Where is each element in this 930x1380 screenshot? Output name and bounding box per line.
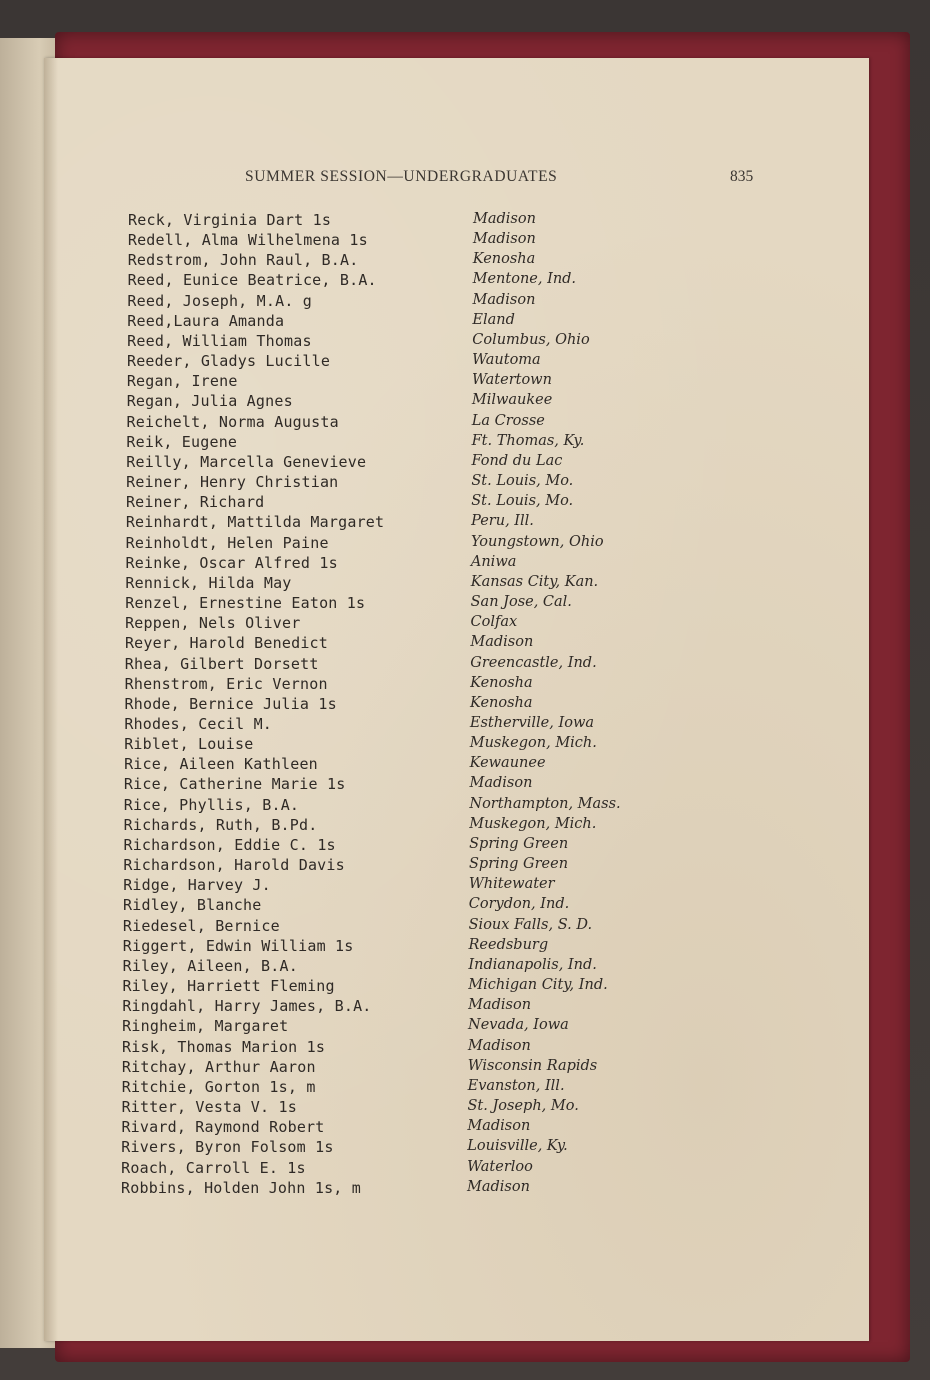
student-name: Reyer, Harold Benedict bbox=[124, 634, 329, 653]
hometown: Ft. Thomas, Ky. bbox=[471, 432, 585, 449]
list-item bbox=[0, 937, 930, 957]
student-name: Renzel, Ernestine Eaton 1s bbox=[125, 594, 366, 613]
student-name: Reik, Eugene bbox=[126, 432, 238, 451]
hometown: Sioux Falls, S. D. bbox=[468, 916, 593, 933]
student-name: Reiner, Henry Christian bbox=[126, 473, 339, 492]
hometown: Louisville, Ky. bbox=[467, 1138, 568, 1155]
list-item bbox=[0, 1159, 930, 1179]
hometown: Whitewater bbox=[468, 876, 555, 893]
student-name: Rice, Catherine Marie 1s bbox=[123, 775, 346, 794]
list-item bbox=[0, 312, 930, 332]
student-name: Rhenstrom, Eric Vernon bbox=[124, 674, 328, 693]
student-name: Rivard, Raymond Robert bbox=[121, 1118, 325, 1137]
student-name: Reed, William Thomas bbox=[127, 331, 312, 350]
list-item bbox=[0, 251, 930, 271]
student-name: Richardson, Eddie C. 1s bbox=[123, 835, 336, 854]
student-name: Redstrom, John Raul, B.A. bbox=[127, 251, 359, 270]
student-name: Rivers, Byron Folsom 1s bbox=[121, 1138, 334, 1157]
student-name: Riley, Harriett Fleming bbox=[122, 977, 335, 996]
student-name: Ritter, Vesta V. 1s bbox=[121, 1098, 297, 1117]
student-name: Ridley, Blanche bbox=[123, 896, 262, 915]
student-name: Ritchay, Arthur Aaron bbox=[121, 1057, 316, 1076]
list-item bbox=[0, 836, 930, 856]
page-number: 835 bbox=[730, 168, 754, 185]
student-name: Redell, Alma Wilhelmena 1s bbox=[127, 231, 368, 250]
hometown: Greencastle, Ind. bbox=[470, 654, 597, 671]
list-item bbox=[0, 493, 930, 513]
hometown: Estherville, Iowa bbox=[469, 715, 594, 731]
list-item bbox=[0, 1058, 930, 1078]
hometown: Fond du Lac bbox=[471, 452, 563, 469]
hometown: Watertown bbox=[472, 372, 552, 389]
list-item bbox=[0, 534, 930, 554]
student-name: Reck, Virginia Dart 1s bbox=[128, 211, 332, 229]
hometown: Northampton, Mass. bbox=[469, 795, 621, 812]
list-item bbox=[0, 735, 930, 755]
hometown: St. Joseph, Mo. bbox=[467, 1098, 579, 1115]
hometown: Wautoma bbox=[472, 352, 541, 369]
list-item bbox=[0, 896, 930, 916]
hometown: Kenosha bbox=[470, 694, 533, 711]
hometown: Madison bbox=[467, 1037, 531, 1054]
hometown: Columbus, Ohio bbox=[472, 331, 590, 348]
list-item bbox=[0, 876, 930, 896]
hometown: Nevada, Iowa bbox=[468, 1017, 569, 1034]
student-name: Roach, Carroll E. 1s bbox=[121, 1158, 306, 1177]
list-item bbox=[0, 271, 930, 291]
hometown: Madison bbox=[468, 997, 532, 1014]
list-item bbox=[0, 231, 930, 251]
student-name: Riggert, Edwin William 1s bbox=[122, 936, 354, 955]
hometown: Colfax bbox=[470, 614, 518, 631]
student-name: Reichelt, Norma Augusta bbox=[126, 412, 339, 431]
list-item bbox=[0, 1017, 930, 1037]
hometown: La Crosse bbox=[471, 412, 545, 429]
hometown: Reedsburg bbox=[468, 936, 549, 953]
student-name: Riedesel, Bernice bbox=[122, 916, 280, 935]
hometown: Aniwa bbox=[470, 553, 517, 570]
hometown: Indianapolis, Ind. bbox=[468, 956, 597, 973]
list-item bbox=[0, 1138, 930, 1158]
hometown: St. Louis, Mo. bbox=[471, 473, 574, 490]
list-item bbox=[0, 513, 930, 533]
list-item bbox=[0, 1098, 930, 1118]
hometown: Muskegon, Mich. bbox=[469, 815, 597, 832]
student-name: Riblet, Louise bbox=[124, 735, 254, 754]
list-item bbox=[0, 755, 930, 775]
student-name: Richardson, Harold Davis bbox=[123, 856, 345, 875]
list-item bbox=[0, 574, 930, 594]
list-item bbox=[0, 816, 930, 836]
student-name: Ritchie, Gorton 1s, m bbox=[121, 1077, 316, 1096]
student-name: Ringheim, Margaret bbox=[122, 1017, 289, 1036]
student-name: Reinke, Oscar Alfred 1s bbox=[125, 553, 338, 572]
student-name: Reeder, Gladys Lucille bbox=[126, 352, 331, 371]
student-name: Rice, Phyllis, B.A. bbox=[123, 795, 300, 814]
student-name: Richards, Ruth, B.Pd. bbox=[123, 815, 318, 834]
student-name: Ridge, Harvey J. bbox=[123, 876, 271, 895]
hometown: Waterloo bbox=[467, 1158, 533, 1175]
student-name: Regan, Irene bbox=[126, 372, 238, 391]
hometown: Eland bbox=[472, 311, 515, 328]
hometown: Spring Green bbox=[469, 835, 569, 852]
list-item bbox=[0, 796, 930, 816]
hometown: Madison bbox=[472, 291, 536, 308]
student-name: Regan, Julia Agnes bbox=[126, 392, 293, 411]
hometown: Madison bbox=[470, 634, 534, 651]
hometown: Michigan City, Ind. bbox=[468, 977, 608, 994]
hometown: San Jose, Cal. bbox=[470, 594, 572, 611]
student-name: Rennick, Hilda May bbox=[125, 573, 292, 592]
list-item bbox=[0, 775, 930, 795]
list-item bbox=[0, 1078, 930, 1098]
list-item bbox=[0, 634, 930, 654]
student-name: Reed, Eunice Beatrice, B.A. bbox=[127, 271, 377, 290]
student-name: Reed,Laura Amanda bbox=[127, 311, 285, 330]
hometown: Spring Green bbox=[469, 856, 569, 873]
list-item bbox=[0, 695, 930, 715]
hometown: Corydon, Ind. bbox=[468, 896, 570, 913]
student-name: Reed, Joseph, M.A. g bbox=[127, 291, 313, 310]
student-name: Risk, Thomas Marion 1s bbox=[122, 1037, 326, 1056]
list-item bbox=[0, 392, 930, 412]
hometown: Madison bbox=[467, 1178, 530, 1195]
list-item bbox=[0, 554, 930, 574]
hometown: Madison bbox=[472, 231, 536, 248]
student-name: Reppen, Nels Oliver bbox=[125, 614, 301, 633]
hometown: Peru, Ill. bbox=[471, 513, 534, 530]
student-name: Reilly, Marcella Genevieve bbox=[126, 452, 367, 471]
hometown: St. Louis, Mo. bbox=[471, 493, 574, 510]
list-item bbox=[0, 1118, 930, 1138]
student-name: Ringdahl, Harry James, B.A. bbox=[122, 997, 372, 1016]
hometown: Madison bbox=[467, 1118, 531, 1135]
hometown: Kenosha bbox=[470, 674, 533, 691]
list-item bbox=[0, 352, 930, 372]
list-item bbox=[0, 614, 930, 634]
list-item bbox=[0, 413, 930, 433]
list-item bbox=[0, 715, 930, 735]
list-item bbox=[0, 453, 930, 473]
student-name: Robbins, Holden John 1s, m bbox=[121, 1178, 361, 1197]
student-name: Rice, Aileen Kathleen bbox=[124, 755, 318, 774]
list-item bbox=[0, 372, 930, 392]
student-name: Reiner, Richard bbox=[125, 493, 265, 512]
list-item bbox=[0, 594, 930, 614]
list-item bbox=[0, 675, 930, 695]
hometown: Kewaunee bbox=[469, 755, 546, 772]
list-item bbox=[0, 997, 930, 1017]
student-name: Rhode, Bernice Julia 1s bbox=[124, 694, 337, 713]
list-item bbox=[0, 655, 930, 675]
hometown: Kenosha bbox=[472, 251, 536, 268]
list-item bbox=[0, 856, 930, 876]
list-item bbox=[0, 473, 930, 493]
hometown: Wisconsin Rapids bbox=[467, 1057, 598, 1074]
list-item bbox=[0, 1038, 930, 1058]
list-item bbox=[0, 211, 930, 231]
list-item bbox=[0, 433, 930, 453]
student-name: Reinhardt, Mattilda Margaret bbox=[125, 513, 385, 532]
list-item bbox=[0, 957, 930, 977]
list-item bbox=[0, 332, 930, 352]
hometown: Kansas City, Kan. bbox=[470, 573, 599, 590]
running-header: SUMMER SESSION—UNDERGRADUATES bbox=[245, 168, 558, 185]
list-item bbox=[0, 977, 930, 997]
student-name: Rhodes, Cecil M. bbox=[124, 715, 273, 733]
hometown: Milwaukee bbox=[471, 392, 553, 409]
list-item bbox=[0, 917, 930, 937]
hometown: Mentone, Ind. bbox=[472, 271, 577, 288]
hometown: Evanston, Ill. bbox=[467, 1077, 565, 1094]
list-item bbox=[0, 292, 930, 312]
hometown: Madison bbox=[473, 211, 536, 227]
student-name: Rhea, Gilbert Dorsett bbox=[124, 654, 319, 673]
hometown: Youngstown, Ohio bbox=[471, 533, 604, 550]
hometown: Madison bbox=[469, 775, 533, 792]
list-item bbox=[0, 1179, 930, 1199]
hometown: Muskegon, Mich. bbox=[469, 735, 597, 752]
student-name: Riley, Aileen, B.A. bbox=[122, 956, 298, 975]
student-name: Reinholdt, Helen Paine bbox=[125, 533, 329, 552]
